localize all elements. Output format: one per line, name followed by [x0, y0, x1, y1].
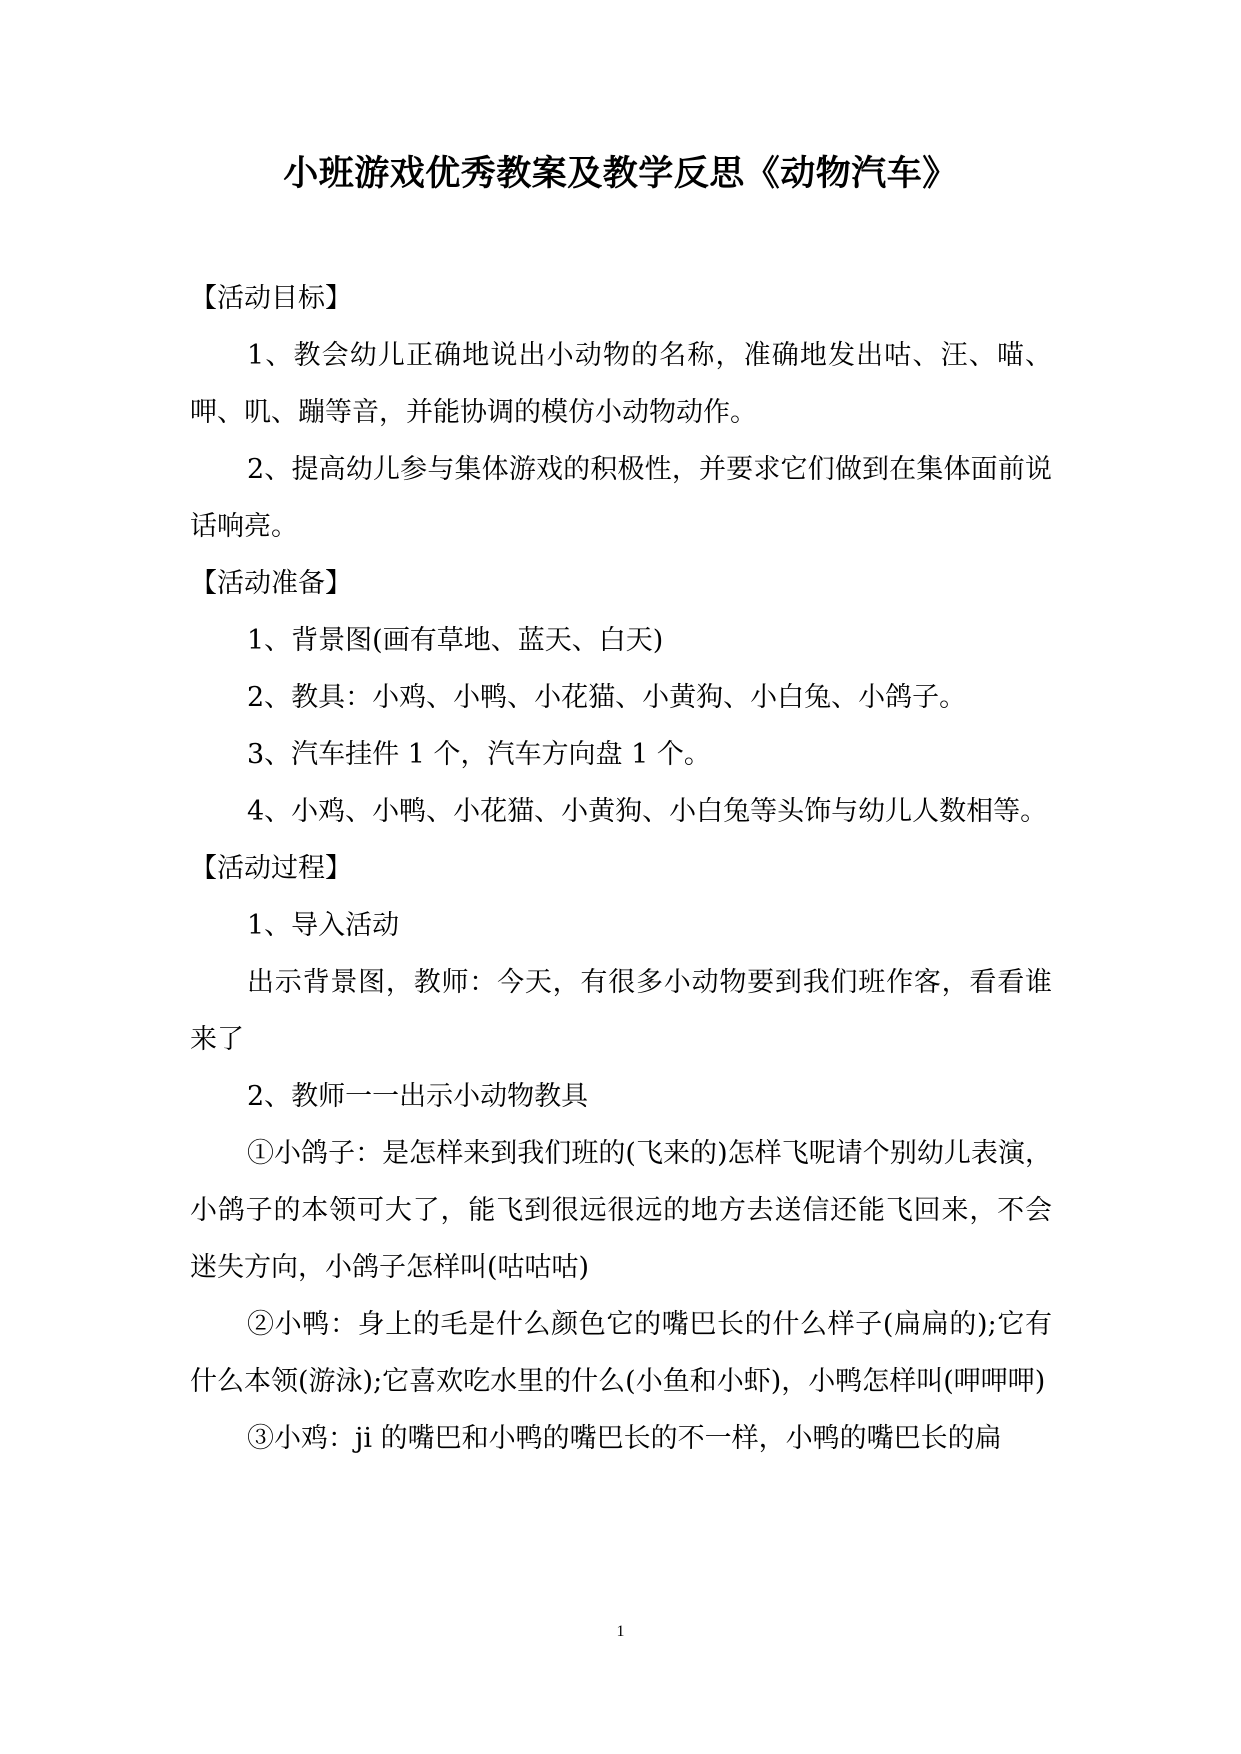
- process-item-1: 1、导入活动: [247, 910, 400, 941]
- preparation-item-2: 2、教具：小鸡、小鸭、小花猫、小黄狗、小白兔、小鸽子。: [247, 682, 967, 713]
- process-item-2: 出示背景图，教师：今天，有很多小动物要到我们班作客，看看谁来了: [190, 967, 1052, 1055]
- process-item-5: ②小鸭：身上的毛是什么颜色它的嘴巴长的什么样子(扁扁的);它有什么本领(游泳);它喜欢吃水里的什么(小鱼和小虾)，小鸭怎样叫(呷呷呷): [190, 1309, 1052, 1397]
- preparation-item-4: 4、小鸡、小鸭、小花猫、小黄狗、小白兔等头饰与幼儿人数相等。: [247, 796, 1048, 827]
- goals-item-2: 2、提高幼儿参与集体游戏的积极性，并要求它们做到在集体面前说话响亮。: [190, 454, 1052, 542]
- goals-item-1: 1、教会幼儿正确地说出小动物的名称，准确地发出咕、汪、喵、呷、叽、蹦等音，并能协调的模仿小动物动作。: [190, 340, 1052, 428]
- preparation-item-3: 3、汽车挂件 1 个，汽车方向盘 1 个。: [247, 739, 711, 770]
- document-title: 小班游戏优秀教案及教学反思《动物汽车》: [283, 153, 958, 194]
- section-heading-preparation: 【活动准备】: [190, 568, 352, 599]
- preparation-item-1: 1、背景图(画有草地、蓝天、白天): [247, 625, 664, 656]
- process-item-6: ③小鸡：ji 的嘴巴和小鸭的嘴巴长的不一样，小鸭的嘴巴长的扁: [247, 1423, 1002, 1454]
- section-heading-goals: 【活动目标】: [190, 283, 352, 314]
- process-item-4: ①小鸽子：是怎样来到我们班的(飞来的)怎样飞呢请个别幼儿表演，小鸽子的本领可大了，能飞到很远很远的地方去送信还能飞回来，不会迷失方向，小鸽子怎样叫(咕咕咕): [190, 1138, 1052, 1283]
- section-heading-process: 【活动过程】: [190, 853, 352, 884]
- document-body: [190, 270, 1052, 1467]
- process-item-3: 2、教师一一出示小动物教具: [247, 1081, 589, 1112]
- page-number: 1: [616, 1623, 625, 1640]
